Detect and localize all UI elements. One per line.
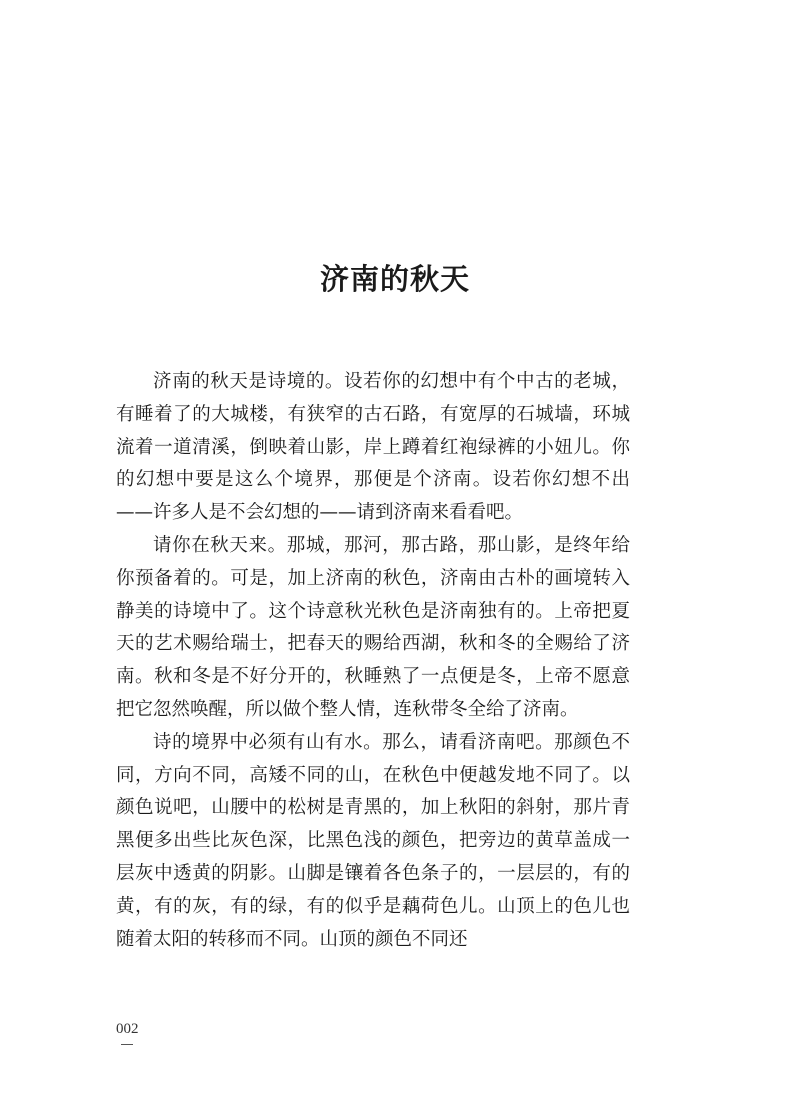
page-title: 济南的秋天 bbox=[319, 262, 470, 297]
article-body bbox=[116, 366, 630, 956]
paragraph-1: 济南的秋天是诗境的。设若你的幻想中有个中古的老城，有睡着了的大城楼，有狭窄的古石路，有宽厚的石城墙，环城流着一道清溪，倒映着山影，岸上蹲着红袍绿裤的小妞儿。你的幻想中要是这么个境界，那便是个济南。设若你幻想不出——许多人是不会幻想的——请到济南来看看吧。 bbox=[116, 371, 630, 524]
page-number: 002 bbox=[116, 1021, 139, 1037]
paragraph-3: 诗的境界中必须有山有水。那么，请看济南吧。那颜色不同，方向不同，高矮不同的山，在秋色中便越发地不同了。以颜色说吧，山腰中的松树是青黑的，加上秋阳的斜射，那片青黑便多出些比灰色深，比黑色浅的颜色，把旁边的黄草盖成一层灰中透黄的阴影。山脚是镶着各色条子的，一层层的，有的黄，有的灰，有的绿，有的似乎是藕荷色儿。山顶上的色儿也随着太阳的转移而不同。山顶的颜色不同还 bbox=[116, 731, 630, 950]
paragraph-2: 请你在秋天来。那城，那河，那古路，那山影，是终年给你预备着的。可是，加上济南的秋色，济南由古朴的画境转入静美的诗境中了。这个诗意秋光秋色是济南独有的。上帝把夏天的艺术赐给瑞士，把春天的赐给西湖，秋和冬的全赐给了济南。秋和冬是不好分开的，秋睡熟了一点便是冬，上帝不愿意把它忽然唤醒，所以做个整人情，连秋带冬全给了济南。 bbox=[116, 534, 630, 720]
page-number-rule bbox=[121, 1044, 133, 1045]
